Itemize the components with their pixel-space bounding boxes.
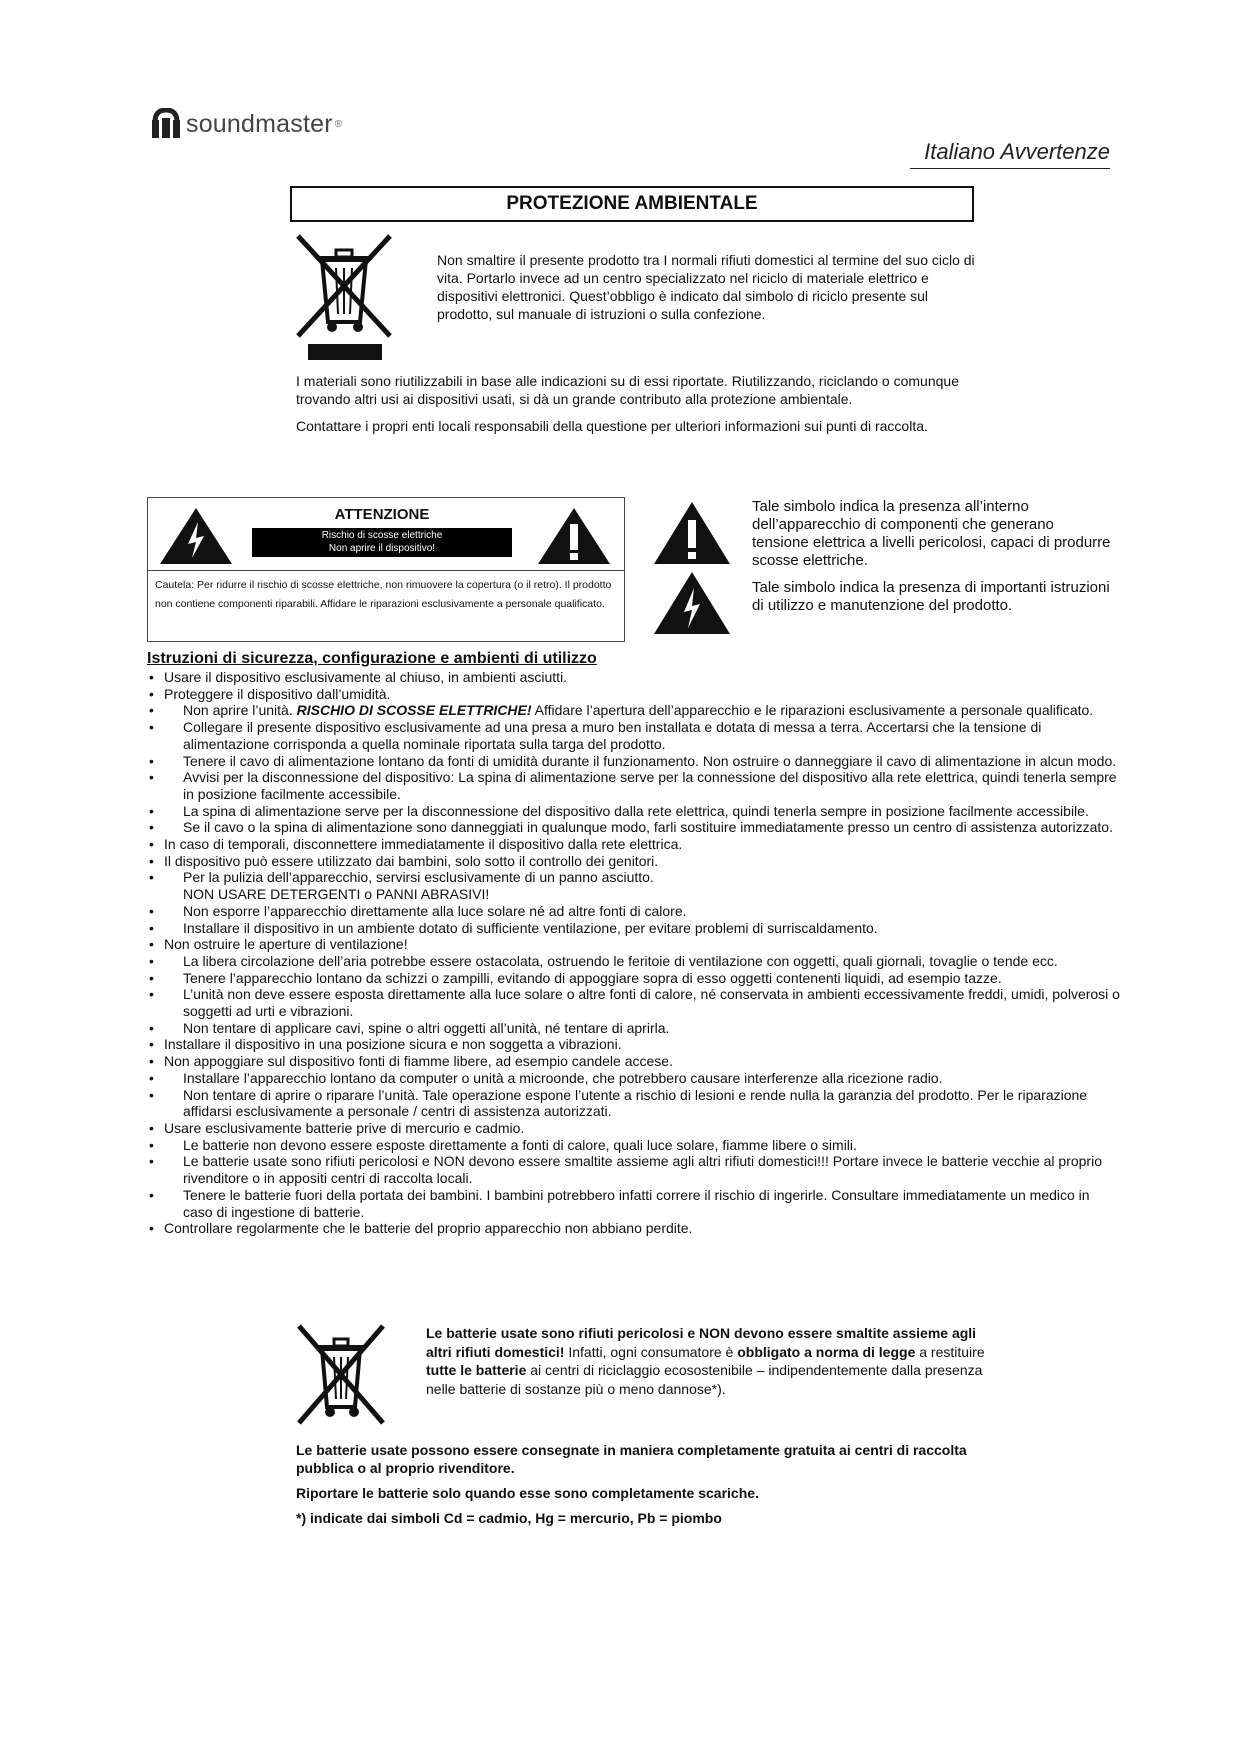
list-item (147, 869, 1122, 902)
list-item: • Il dispositivo può essere utilizzato dai bambini, solo sotto il controllo dei genitori. (147, 853, 1122, 870)
battery-disposal-text (426, 1324, 986, 1398)
list-item: • Controllare regolarmente che le batterie del proprio apparecchio non abbiano perdite. (147, 1220, 1122, 1237)
lightning-triangle-icon (652, 570, 732, 636)
page-title: PROTEZIONE AMBIENTALE (290, 186, 974, 222)
all-batteries-bold: tutte le batterie (426, 1362, 527, 1378)
warning-black-bar (252, 528, 512, 557)
battery-text-3: ai centri di riciclaggio ecosostenibile – indipendentemente dalla presenza nelle batterie di sostanze più o meno dannose*). (426, 1362, 983, 1397)
list-item: • L’unità non deve essere esposta direttamente alla luce solare o altre fonti di calore, né conservata in ambienti eccessivamente freddi, umidi, polverosi o soggetti ad urti e vibrazioni. (147, 986, 1122, 1019)
list-item: • La libera circolazione dell’aria potrebbe essere ostacolata, ostruendo le feritoie di ventilazione con oggetti, quali giornali, tovaglie o tende ecc. (147, 953, 1122, 970)
do-not-open-text: Non aprire il dispositivo! (328, 543, 436, 554)
safety-heading: Istruzioni di sicurezza, configurazione e ambienti di utilizzo (147, 650, 597, 667)
instructions-symbol-description: Tale simbolo indica la presenza di importanti istruzioni di utilizzo e manutenzione del prodotto. (752, 579, 1110, 614)
list-item: • Tenere l’apparecchio lontano da schizzi o zampilli, evitando di appoggiare sopra di esso oggetti contenenti liquidi, ad esempio tazze. (147, 970, 1122, 987)
safety-list (147, 669, 1122, 1237)
section-title: Italiano Avvertenze (910, 139, 1110, 169)
shock-item-post: Affidare l’apertura dell’apparecchio e le riparazioni esclusivamente a personale qualificato. (531, 702, 1094, 719)
list-item: • Non appoggiare sul dispositivo fonti di fiamme libere, ad esempio candele accese. (147, 1053, 1122, 1070)
battery-hazard-bold: Le batterie usate sono rifiuti pericolosi e NON devono essere smaltite assieme agli altri rifiuti domestici! (426, 1325, 977, 1360)
list-item: • Non esporre l’apparecchio direttamente alla luce solare né ad altre fonti di calore. (147, 903, 1122, 920)
warning-divider (148, 570, 624, 571)
voltage-symbol-description: Tale simbolo indica la presenza all’interno dell’apparecchio di componenti che generano tensione elettrica a livelli pericolosi, capaci di produrre scosse elettriche. (752, 498, 1111, 569)
list-item: • Installare il dispositivo in un ambiente dotato di sufficiente ventilazione, per evitare problemi di surriscaldamento. (147, 920, 1122, 937)
legal-obligation-bold: obbligato a norma di legge (737, 1343, 916, 1360)
weee-disposal-text: Non smaltire il presente prodotto tra I normali rifiuti domestici al termine del suo ciclo di vita. Portarlo invece ad un centro specializzato nel riciclo di materiale elettrico e dispositivi elettronici. Quest’obbligo è indicato dal simbolo di riciclo presente sul prodotto, sul manuale di istruzioni o sulla confezione. (437, 252, 975, 322)
list-item: • Non tentare di aprire o riparare l’unità. Tale operazione espone l’utente a rischio di lesioni e rende nulla la garanzia del prodotto. Per le riparazione affidarsi esclusivamente a personale / centri di assistenza autorizzati. (147, 1087, 1122, 1120)
list-item: • Le batterie non devono essere esposte direttamente a fonti di calore, quali luce solare, fiamme libere o simili. (147, 1137, 1122, 1154)
brand-name: soundmaster (186, 109, 333, 138)
list-item: • Installare il dispositivo in una posizione sicura e non soggetta a vibrazioni. (147, 1036, 1122, 1053)
list-item: • Collegare il presente dispositivo esclusivamente ad una presa a muro ben installata e dotata di messa a terra. Accertarsi che la tensione di alimentazione corrisponda a quella nominale riportata sulla targa del prodotto. (147, 719, 1122, 752)
recycling-paragraph: I materiali sono riutilizzabili in base alle indicazioni su di essi riportate. Riutilizzando, riciclando o comunque trovando altri usi ai dispositivi usati, si dà un grande contributo alla protezione ambientale. (296, 373, 959, 407)
list-item: • Non tentare di applicare cavi, spine o altri oggetti all’unità, né tentare di aprirla. (147, 1020, 1122, 1037)
warning-title: ATTENZIONE (334, 506, 430, 523)
list-item: • Proteggere il dispositivo dall’umidità. (147, 686, 1122, 703)
battery-weee-bin-icon (296, 1323, 386, 1436)
list-item: • Usare il dispositivo esclusivamente al chiuso, in ambienti asciutti. (147, 669, 1122, 686)
list-item: • Non ostruire le aperture di ventilazione! (147, 936, 1122, 953)
battery-text-1: Infatti, ogni consumatore è (564, 1343, 738, 1360)
exclamation-triangle-icon (652, 500, 732, 566)
list-item: • Installare l’apparecchio lontano da computer o unità a microonde, che potrebbero causare interferenze alla ricezione radio. (147, 1070, 1122, 1087)
registered-mark: ® (334, 118, 343, 130)
brand-logo-icon (150, 108, 182, 140)
collection-points-paragraph: Contattare i propri enti locali responsabili della questione per ulteriori informazioni sui punti di raccolta. (296, 418, 928, 434)
warning-label-box (147, 497, 625, 642)
battery-symbols-note: *) indicate dai simboli Cd = cadmio, Hg = mercurio, Pb = piombo (296, 1510, 722, 1526)
shock-risk-text: Rischio di scosse elettriche (321, 530, 443, 541)
cleaning-text: • Per la pulizia dell’apparecchio, servirsi esclusivamente di un panno asciutto. (183, 869, 654, 886)
brand-logo (150, 104, 342, 144)
shock-item-pre: Non aprire l’unità. (183, 702, 297, 719)
battery-return-free-text: Le batterie usate possono essere consegnate in maniera completamente gratuita ai centri di raccolta pubblica o al proprio rivenditore. (296, 1442, 967, 1476)
no-detergents-text: NON USARE DETERGENTI o PANNI ABRASIVI! (183, 886, 490, 903)
list-item: • Le batterie usate sono rifiuti pericolosi e NON devono essere smaltite assieme agli altri rifiuti domestici!!! Portare invece le batterie vecchie al proprio rivenditore o in appositi centri di raccolta locali. (147, 1153, 1122, 1186)
battery-discharged-text: Riportare le batterie solo quando esse sono completamente scariche. (296, 1485, 759, 1501)
caution-text: Cautela: Per ridurre il rischio di scosse elettriche, non rimuovere la copertura (o il retro). Il prodotto non contiene componenti riparabili. Affidare le riparazioni esclusivamente a personale qualificato. (155, 579, 612, 610)
weee-crossed-bin-icon (294, 232, 394, 362)
list-item: • Tenere le batterie fuori della portata dei bambini. I bambini potrebbero infatti correre il rischio di ingerirle. Consultare immediatamente un medico in caso di ingestione di batterie. (147, 1187, 1122, 1220)
list-item: • Se il cavo o la spina di alimentazione sono danneggiati in qualunque modo, farli sostituire immediatamente presso un centro di assistenza autorizzato. (147, 819, 1122, 836)
lightning-warning-icon (158, 506, 234, 566)
list-item: • Tenere il cavo di alimentazione lontano da fonti di umidità durante il funzionamento. Non ostruire o danneggiare il cavo di alimentazione in alcun modo. (147, 753, 1122, 770)
list-item: • Usare esclusivamente batterie prive di mercurio e cadmio. (147, 1120, 1122, 1137)
list-item: • In caso di temporali, disconnettere immediatamente il dispositivo dalla rete elettrica. (147, 836, 1122, 853)
exclamation-warning-icon (536, 506, 612, 566)
battery-text-2: a restituire (915, 1343, 985, 1360)
shock-risk-emphasis: RISCHIO DI SCOSSE ELETTRICHE! (296, 702, 532, 719)
list-item: • La spina di alimentazione serve per la disconnessione del dispositivo dalla rete elettrica, quindi tenerla sempre in posizione facilmente accessibile. (147, 803, 1122, 820)
list-item: • Avvisi per la disconnessione del dispositivo: La spina di alimentazione serve per la connessione del dispositivo alla rete elettrica, quindi tenerla sempre in posizione facilmente accessibile. (147, 769, 1122, 802)
list-item (147, 702, 1122, 719)
